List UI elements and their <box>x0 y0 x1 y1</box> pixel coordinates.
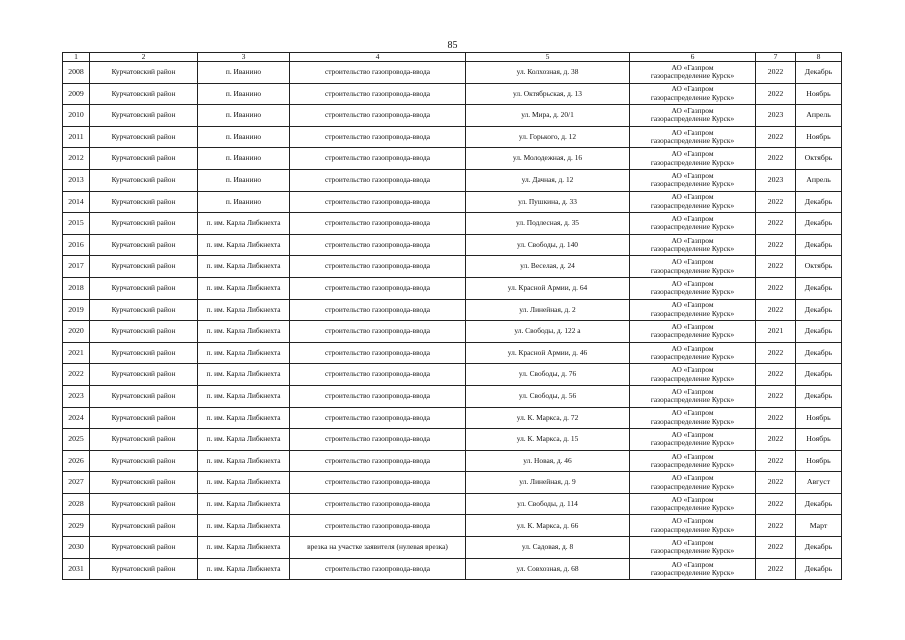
settlement-cell: п. им. Карла Либкнехта <box>198 493 290 515</box>
address-cell: ул. Свободы, д. 114 <box>466 493 630 515</box>
row-number: 2029 <box>63 515 90 537</box>
year-cell: 2022 <box>756 472 796 494</box>
executor-line-2: газораспределение Курск» <box>650 524 735 534</box>
work-type-cell: строительство газопровода-ввода <box>290 558 466 580</box>
settlement-cell: п. Иванино <box>198 62 290 84</box>
district-cell: Курчатовский район <box>90 537 198 559</box>
settlement-cell: п. им. Карла Либкнехта <box>198 515 290 537</box>
table-row <box>63 213 842 235</box>
executor-cell <box>630 83 756 105</box>
month-cell: Декабрь <box>796 493 842 515</box>
month-cell: Октябрь <box>796 256 842 278</box>
address-cell: ул. Колхозная, д. 38 <box>466 62 630 84</box>
executor-line-2: газораспределение Курск» <box>650 244 735 254</box>
month-cell: Октябрь <box>796 148 842 170</box>
work-type-cell: строительство газопровода-ввода <box>290 493 466 515</box>
header-col-5: 5 <box>466 53 630 62</box>
work-type-cell: строительство газопровода-ввода <box>290 213 466 235</box>
work-type-cell: строительство газопровода-ввода <box>290 126 466 148</box>
work-type-cell: строительство газопровода-ввода <box>290 299 466 321</box>
settlement-cell: п. им. Карла Либкнехта <box>198 472 290 494</box>
district-cell: Курчатовский район <box>90 321 198 343</box>
work-type-cell: строительство газопровода-ввода <box>290 105 466 127</box>
table-row <box>63 105 842 127</box>
table-row <box>63 256 842 278</box>
month-cell: Декабрь <box>796 385 842 407</box>
executor-line-2: газораспределение Курск» <box>650 222 735 232</box>
row-number: 2030 <box>63 537 90 559</box>
executor-line-2: газораспределение Курск» <box>650 179 735 189</box>
month-cell: Апрель <box>796 169 842 191</box>
month-cell: Декабрь <box>796 321 842 343</box>
district-cell: Курчатовский район <box>90 277 198 299</box>
address-cell: ул. Веселая, д. 24 <box>466 256 630 278</box>
row-number: 2017 <box>63 256 90 278</box>
address-cell: ул. Свободы, д. 122 а <box>466 321 630 343</box>
settlement-cell: п. им. Карла Либкнехта <box>198 213 290 235</box>
row-number: 2012 <box>63 148 90 170</box>
month-cell: Декабрь <box>796 342 842 364</box>
settlement-cell: п. Иванино <box>198 105 290 127</box>
executor-line-2: газораспределение Курск» <box>650 373 735 383</box>
table-row <box>63 407 842 429</box>
settlement-cell: п. им. Карла Либкнехта <box>198 256 290 278</box>
row-number: 2015 <box>63 213 90 235</box>
executor-line-2: газораспределение Курск» <box>650 481 735 491</box>
executor-line-2: газораспределение Курск» <box>650 416 735 426</box>
month-cell: Ноябрь <box>796 429 842 451</box>
row-number: 2022 <box>63 364 90 386</box>
executor-cell <box>630 213 756 235</box>
year-cell: 2022 <box>756 429 796 451</box>
settlement-cell: п. Иванино <box>198 83 290 105</box>
row-number: 2018 <box>63 277 90 299</box>
executor-cell <box>630 277 756 299</box>
table-row <box>63 385 842 407</box>
executor-line-1: АО «Газпром <box>671 278 714 288</box>
work-type-cell: строительство газопровода-ввода <box>290 364 466 386</box>
work-type-cell: строительство газопровода-ввода <box>290 277 466 299</box>
year-cell: 2021 <box>756 321 796 343</box>
executor-line-1: АО «Газпром <box>671 451 714 461</box>
executor-line-1: АО «Газпром <box>671 214 714 224</box>
month-cell: Декабрь <box>796 558 842 580</box>
table-row <box>63 429 842 451</box>
executor-line-1: АО «Газпром <box>671 84 714 94</box>
table-row <box>63 277 842 299</box>
month-cell: Ноябрь <box>796 126 842 148</box>
row-number: 2010 <box>63 105 90 127</box>
district-cell: Курчатовский район <box>90 62 198 84</box>
header-col-2: 2 <box>90 53 198 62</box>
year-cell: 2022 <box>756 558 796 580</box>
district-cell: Курчатовский район <box>90 472 198 494</box>
address-cell: ул. Свободы, д. 76 <box>466 364 630 386</box>
executor-cell <box>630 493 756 515</box>
row-number: 2014 <box>63 191 90 213</box>
settlement-cell: п. Иванино <box>198 126 290 148</box>
work-type-cell: строительство газопровода-ввода <box>290 515 466 537</box>
address-cell: ул. К. Маркса, д. 66 <box>466 515 630 537</box>
executor-line-1: АО «Газпром <box>671 537 714 547</box>
settlement-cell: п. Иванино <box>198 148 290 170</box>
district-cell: Курчатовский район <box>90 450 198 472</box>
address-cell: ул. Пушкина, д. 33 <box>466 191 630 213</box>
executor-cell <box>630 191 756 213</box>
address-cell: ул. Красной Армии, д. 46 <box>466 342 630 364</box>
month-cell: Апрель <box>796 105 842 127</box>
work-type-cell: строительство газопровода-ввода <box>290 342 466 364</box>
year-cell: 2022 <box>756 515 796 537</box>
table-row <box>63 558 842 580</box>
executor-line-1: АО «Газпром <box>671 559 714 569</box>
executor-cell <box>630 407 756 429</box>
executor-cell <box>630 450 756 472</box>
executor-line-1: АО «Газпром <box>671 473 714 483</box>
settlement-cell: п. Иванино <box>198 191 290 213</box>
executor-cell <box>630 558 756 580</box>
table-row <box>63 169 842 191</box>
address-cell: ул. Дачная, д. 12 <box>466 169 630 191</box>
month-cell: Март <box>796 515 842 537</box>
district-cell: Курчатовский район <box>90 342 198 364</box>
address-cell: ул. Садовая, д. 8 <box>466 537 630 559</box>
executor-line-2: газораспределение Курск» <box>650 438 735 448</box>
district-cell: Курчатовский район <box>90 385 198 407</box>
year-cell: 2022 <box>756 493 796 515</box>
table-row <box>63 62 842 84</box>
year-cell: 2022 <box>756 213 796 235</box>
table-row <box>63 493 842 515</box>
district-cell: Курчатовский район <box>90 407 198 429</box>
row-number: 2028 <box>63 493 90 515</box>
executor-line-2: газораспределение Курск» <box>650 136 735 146</box>
address-cell: ул. Красной Армии, д. 64 <box>466 277 630 299</box>
district-cell: Курчатовский район <box>90 299 198 321</box>
work-type-cell: строительство газопровода-ввода <box>290 169 466 191</box>
month-cell: Декабрь <box>796 299 842 321</box>
row-number: 2016 <box>63 234 90 256</box>
header-col-3: 3 <box>198 53 290 62</box>
executor-line-1: АО «Газпром <box>671 408 714 418</box>
address-cell: ул. К. Маркса, д. 15 <box>466 429 630 451</box>
executor-line-2: газораспределение Курск» <box>650 114 735 124</box>
executor-line-1: АО «Газпром <box>671 365 714 375</box>
executor-line-2: газораспределение Курск» <box>650 352 735 362</box>
address-cell: ул. Октябрьская, д. 13 <box>466 83 630 105</box>
district-cell: Курчатовский район <box>90 126 198 148</box>
executor-cell <box>630 537 756 559</box>
row-number: 2008 <box>63 62 90 84</box>
district-cell: Курчатовский район <box>90 558 198 580</box>
executor-line-2: газораспределение Курск» <box>650 92 735 102</box>
address-cell: ул. Свободы, д. 56 <box>466 385 630 407</box>
table-row <box>63 342 842 364</box>
month-cell: Ноябрь <box>796 450 842 472</box>
header-col-7: 7 <box>756 53 796 62</box>
district-cell: Курчатовский район <box>90 105 198 127</box>
district-cell: Курчатовский район <box>90 213 198 235</box>
table-row <box>63 234 842 256</box>
executor-line-2: газораспределение Курск» <box>650 546 735 556</box>
executor-cell <box>630 342 756 364</box>
executor-cell <box>630 169 756 191</box>
executor-cell <box>630 364 756 386</box>
settlement-cell: п. им. Карла Либкнехта <box>198 385 290 407</box>
work-type-cell: строительство газопровода-ввода <box>290 385 466 407</box>
executor-line-1: АО «Газпром <box>671 127 714 137</box>
district-cell: Курчатовский район <box>90 148 198 170</box>
executor-cell <box>630 385 756 407</box>
year-cell: 2022 <box>756 342 796 364</box>
executor-line-1: АО «Газпром <box>671 170 714 180</box>
row-number: 2013 <box>63 169 90 191</box>
row-number: 2025 <box>63 429 90 451</box>
executor-line-1: АО «Газпром <box>671 516 714 526</box>
executor-line-1: АО «Газпром <box>671 235 714 245</box>
year-cell: 2022 <box>756 364 796 386</box>
year-cell: 2022 <box>756 385 796 407</box>
work-type-cell: строительство газопровода-ввода <box>290 450 466 472</box>
month-cell: Август <box>796 472 842 494</box>
executor-cell <box>630 62 756 84</box>
table-row <box>63 191 842 213</box>
executor-cell <box>630 321 756 343</box>
work-type-cell: строительство газопровода-ввода <box>290 191 466 213</box>
executor-cell <box>630 256 756 278</box>
row-number: 2027 <box>63 472 90 494</box>
executor-cell <box>630 299 756 321</box>
year-cell: 2022 <box>756 256 796 278</box>
table-row <box>63 148 842 170</box>
executor-line-1: АО «Газпром <box>671 62 714 72</box>
header-row <box>63 53 842 62</box>
row-number: 2023 <box>63 385 90 407</box>
year-cell: 2022 <box>756 450 796 472</box>
address-cell: ул. Горького, д. 12 <box>466 126 630 148</box>
executor-line-2: газораспределение Курск» <box>650 200 735 210</box>
settlement-cell: п. им. Карла Либкнехта <box>198 234 290 256</box>
executor-line-1: АО «Газпром <box>671 106 714 116</box>
work-type-cell: строительство газопровода-ввода <box>290 234 466 256</box>
address-cell: ул. Мира, д. 20/1 <box>466 105 630 127</box>
row-number: 2026 <box>63 450 90 472</box>
table-row <box>63 299 842 321</box>
district-cell: Курчатовский район <box>90 429 198 451</box>
executor-line-2: газораспределение Курск» <box>650 503 735 513</box>
month-cell: Ноябрь <box>796 83 842 105</box>
executor-line-2: газораспределение Курск» <box>650 71 735 81</box>
executor-line-2: газораспределение Курск» <box>650 308 735 318</box>
district-cell: Курчатовский район <box>90 169 198 191</box>
district-cell: Курчатовский район <box>90 234 198 256</box>
address-cell: ул. Свободы, д. 140 <box>466 234 630 256</box>
month-cell: Декабрь <box>796 213 842 235</box>
settlement-cell: п. им. Карла Либкнехта <box>198 407 290 429</box>
executor-cell <box>630 472 756 494</box>
table-row <box>63 126 842 148</box>
year-cell: 2022 <box>756 299 796 321</box>
executor-line-1: АО «Газпром <box>671 149 714 159</box>
settlement-cell: п. им. Карла Либкнехта <box>198 558 290 580</box>
work-type-cell: строительство газопровода-ввода <box>290 321 466 343</box>
settlement-cell: п. им. Карла Либкнехта <box>198 321 290 343</box>
work-type-cell: строительство газопровода-ввода <box>290 148 466 170</box>
settlement-cell: п. им. Карла Либкнехта <box>198 537 290 559</box>
work-type-cell: строительство газопровода-ввода <box>290 472 466 494</box>
year-cell: 2022 <box>756 277 796 299</box>
executor-cell <box>630 126 756 148</box>
executor-line-2: газораспределение Курск» <box>650 265 735 275</box>
district-cell: Курчатовский район <box>90 364 198 386</box>
settlement-cell: п. Иванино <box>198 169 290 191</box>
table-row <box>63 83 842 105</box>
executor-line-2: газораспределение Курск» <box>650 287 735 297</box>
executor-line-1: АО «Газпром <box>671 300 714 310</box>
address-cell: ул. Совхозная, д. 68 <box>466 558 630 580</box>
executor-line-1: АО «Газпром <box>671 257 714 267</box>
year-cell: 2022 <box>756 191 796 213</box>
district-cell: Курчатовский район <box>90 256 198 278</box>
month-cell: Декабрь <box>796 277 842 299</box>
month-cell: Декабрь <box>796 537 842 559</box>
year-cell: 2023 <box>756 105 796 127</box>
registry-table <box>62 52 842 580</box>
district-cell: Курчатовский район <box>90 493 198 515</box>
row-number: 2020 <box>63 321 90 343</box>
settlement-cell: п. им. Карла Либкнехта <box>198 450 290 472</box>
table-row <box>63 450 842 472</box>
table-row <box>63 321 842 343</box>
row-number: 2021 <box>63 342 90 364</box>
month-cell: Ноябрь <box>796 407 842 429</box>
address-cell: ул. Линейная, д. 9 <box>466 472 630 494</box>
work-type-cell: строительство газопровода-ввода <box>290 62 466 84</box>
executor-cell <box>630 105 756 127</box>
table-row <box>63 537 842 559</box>
address-cell: ул. Новая, д. 46 <box>466 450 630 472</box>
executor-line-1: АО «Газпром <box>671 429 714 439</box>
row-number: 2031 <box>63 558 90 580</box>
year-cell: 2022 <box>756 148 796 170</box>
settlement-cell: п. им. Карла Либкнехта <box>198 364 290 386</box>
executor-line-2: газораспределение Курск» <box>650 567 735 577</box>
month-cell: Декабрь <box>796 191 842 213</box>
month-cell: Декабрь <box>796 234 842 256</box>
row-number: 2011 <box>63 126 90 148</box>
settlement-cell: п. им. Карла Либкнехта <box>198 299 290 321</box>
executor-line-1: АО «Газпром <box>671 494 714 504</box>
table-row <box>63 364 842 386</box>
address-cell: ул. Подлесная, д. 35 <box>466 213 630 235</box>
executor-cell <box>630 515 756 537</box>
address-cell: ул. Молодежная, д. 16 <box>466 148 630 170</box>
address-cell: ул. К. Маркса, д. 72 <box>466 407 630 429</box>
executor-cell <box>630 234 756 256</box>
executor-line-1: АО «Газпром <box>671 192 714 202</box>
year-cell: 2022 <box>756 62 796 84</box>
table-body <box>63 62 842 580</box>
executor-line-2: газораспределение Курск» <box>650 459 735 469</box>
settlement-cell: п. им. Карла Либкнехта <box>198 342 290 364</box>
district-cell: Курчатовский район <box>90 83 198 105</box>
work-type-cell: строительство газопровода-ввода <box>290 256 466 278</box>
year-cell: 2022 <box>756 234 796 256</box>
executor-line-2: газораспределение Курск» <box>650 330 735 340</box>
executor-line-1: АО «Газпром <box>671 386 714 396</box>
page-number: 85 <box>447 40 458 51</box>
executor-line-2: газораспределение Курск» <box>650 157 735 167</box>
work-type-cell: врезка на участке заявителя (нулевая врезка) <box>290 537 466 559</box>
settlement-cell: п. им. Карла Либкнехта <box>198 277 290 299</box>
month-cell: Декабрь <box>796 364 842 386</box>
header-col-6: 6 <box>630 53 756 62</box>
executor-cell <box>630 148 756 170</box>
header-col-8: 8 <box>796 53 842 62</box>
header-col-4: 4 <box>290 53 466 62</box>
work-type-cell: строительство газопровода-ввода <box>290 83 466 105</box>
settlement-cell: п. им. Карла Либкнехта <box>198 429 290 451</box>
address-cell: ул. Линейная, д. 2 <box>466 299 630 321</box>
month-cell: Декабрь <box>796 62 842 84</box>
work-type-cell: строительство газопровода-ввода <box>290 407 466 429</box>
row-number: 2009 <box>63 83 90 105</box>
year-cell: 2022 <box>756 537 796 559</box>
district-cell: Курчатовский район <box>90 191 198 213</box>
row-number: 2024 <box>63 407 90 429</box>
year-cell: 2022 <box>756 83 796 105</box>
table-row <box>63 515 842 537</box>
table-row <box>63 472 842 494</box>
row-number: 2019 <box>63 299 90 321</box>
executor-line-1: АО «Газпром <box>671 322 714 332</box>
executor-cell <box>630 429 756 451</box>
year-cell: 2022 <box>756 407 796 429</box>
executor-line-2: газораспределение Курск» <box>650 395 735 405</box>
executor-line-1: АО «Газпром <box>671 343 714 353</box>
year-cell: 2022 <box>756 126 796 148</box>
year-cell: 2023 <box>756 169 796 191</box>
work-type-cell: строительство газопровода-ввода <box>290 429 466 451</box>
header-col-1: 1 <box>63 53 90 62</box>
district-cell: Курчатовский район <box>90 515 198 537</box>
